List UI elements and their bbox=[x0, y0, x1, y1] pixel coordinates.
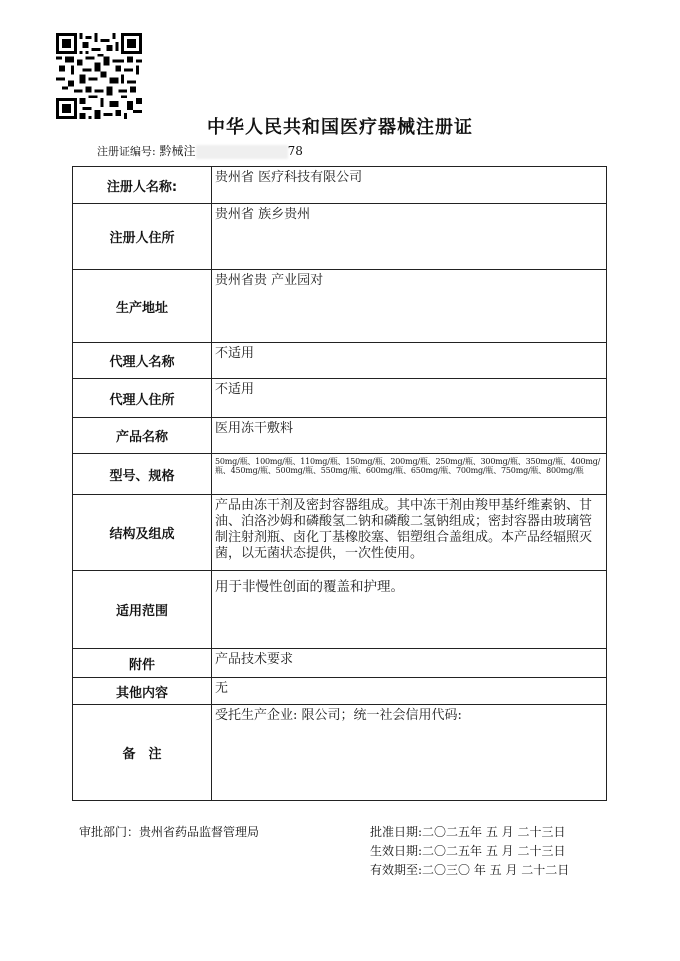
row-label: 型号、规格 bbox=[73, 454, 212, 495]
redaction-block bbox=[196, 145, 288, 159]
registration-number-end: 78 bbox=[287, 144, 303, 158]
approval-date: 批准日期:二〇二五年 五 月 二十三日 bbox=[370, 825, 566, 839]
row-value: 贵州省贵 产业园对 bbox=[212, 270, 607, 343]
row-label: 结构及组成 bbox=[73, 495, 212, 571]
registration-number-start: 黔械注 bbox=[159, 144, 196, 158]
registration-number-label: 注册证编号: bbox=[97, 145, 156, 158]
table-row bbox=[73, 343, 607, 379]
row-label: 注册人住所 bbox=[73, 204, 212, 270]
row-label: 代理人住所 bbox=[73, 379, 212, 418]
date-block bbox=[370, 823, 569, 880]
row-value: 50mg/瓶、100mg/瓶、110mg/瓶、150mg/瓶、200mg/瓶、250mg/瓶、300mg/瓶、350mg/瓶、400mg/瓶、450mg/瓶、500mg/瓶、550mg/瓶、600mg/瓶、650mg/瓶、700mg/瓶、750mg/瓶、800mg/瓶 bbox=[212, 454, 607, 495]
row-value: 产品技术要求 bbox=[212, 649, 607, 678]
row-label: 适用范围 bbox=[73, 571, 212, 649]
row-value: 无 bbox=[212, 678, 607, 705]
row-value: 产品由冻干剂及密封容器组成。其中冻干剂由羧甲基纤维素钠、甘油、泊洛沙姆和磷酸氢二钠和磷酸二氢钠组成；密封容器由玻璃管制注射剂瓶、卤化丁基橡胶塞、铝塑组合盖组成。本产品经辐照灭菌，以无菌状态提供，一次性使用。 bbox=[212, 495, 607, 571]
effective-date: 生效日期:二〇二五年 五 月 二十三日 bbox=[370, 844, 566, 858]
table-row bbox=[73, 705, 607, 801]
table-row bbox=[73, 270, 607, 343]
row-value: 贵州省 医疗科技有限公司 bbox=[212, 167, 607, 204]
row-label: 产品名称 bbox=[73, 418, 212, 454]
table-row bbox=[73, 454, 607, 495]
table-row bbox=[73, 495, 607, 571]
row-label: 备 注 bbox=[73, 705, 212, 801]
row-label: 代理人名称 bbox=[73, 343, 212, 379]
row-label: 注册人名称: bbox=[73, 167, 212, 204]
row-value: 贵州省 族乡贵州 bbox=[212, 204, 607, 270]
registration-table bbox=[72, 166, 607, 801]
approval-department: 审批部门：贵州省药品监督管理局 bbox=[79, 825, 260, 839]
table-row bbox=[73, 678, 607, 705]
row-value: 不适用 bbox=[212, 343, 607, 379]
registration-number bbox=[97, 142, 303, 159]
table-row bbox=[73, 167, 607, 204]
row-value: 不适用 bbox=[212, 379, 607, 418]
row-label: 生产地址 bbox=[73, 270, 212, 343]
row-value: 用于非慢性创面的覆盖和护理。 bbox=[212, 571, 607, 649]
table-row bbox=[73, 379, 607, 418]
row-label: 附件 bbox=[73, 649, 212, 678]
document-title: 中华人民共和国医疗器械注册证 bbox=[207, 117, 473, 138]
table-row bbox=[73, 571, 607, 649]
table-row bbox=[73, 204, 607, 270]
expiry-date: 有效期至:二〇三〇 年 五 月 二十二日 bbox=[370, 863, 570, 877]
qr-code-icon bbox=[56, 33, 142, 119]
table-row bbox=[73, 418, 607, 454]
row-value: 受托生产企业: 限公司；统一社会信用代码: bbox=[212, 705, 607, 801]
table-row bbox=[73, 649, 607, 678]
row-value: 医用冻干敷料 bbox=[212, 418, 607, 454]
row-label: 其他内容 bbox=[73, 678, 212, 705]
